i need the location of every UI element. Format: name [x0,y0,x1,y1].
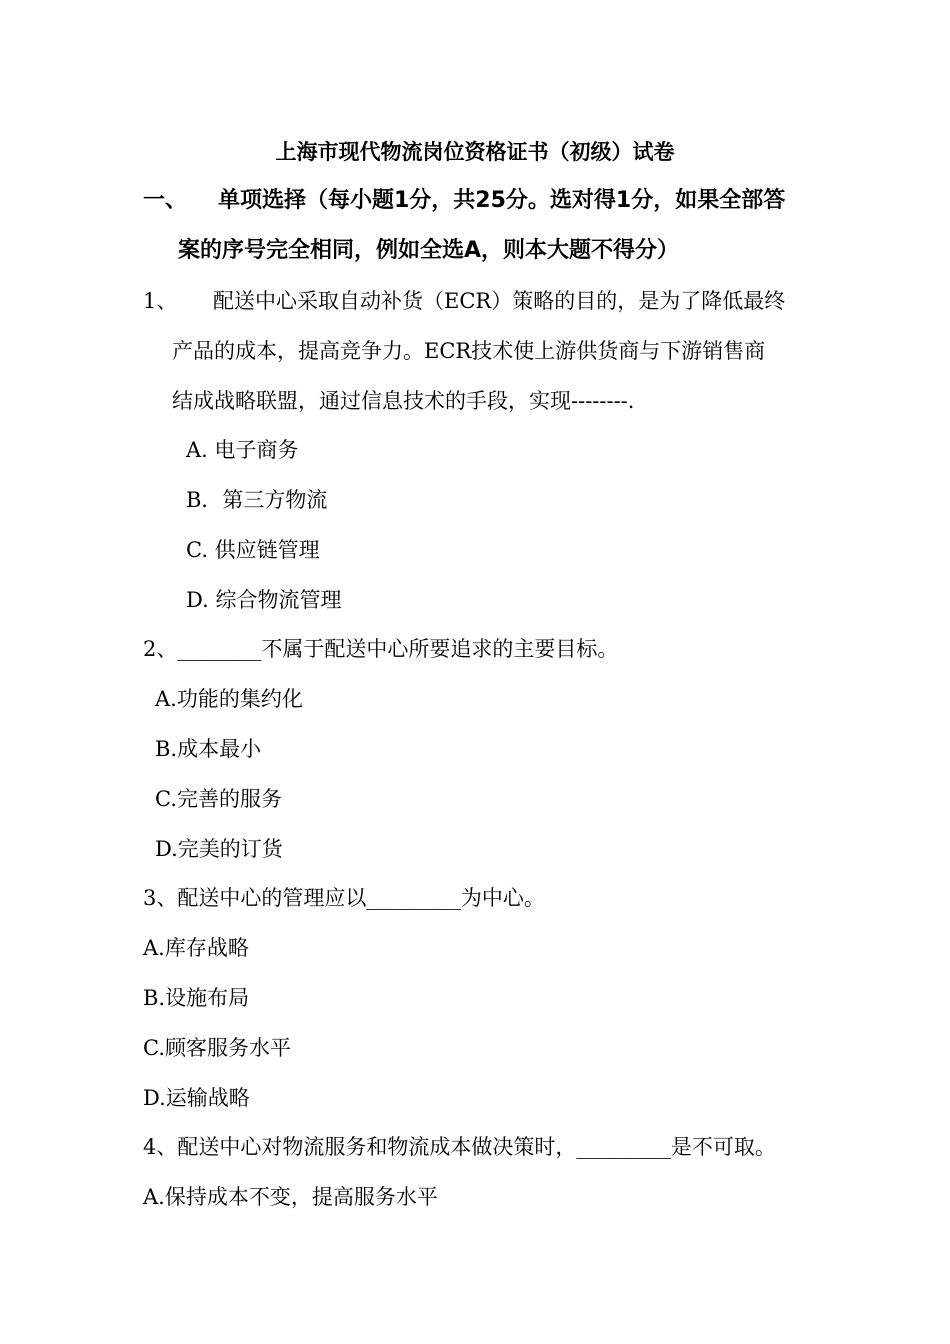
question-2-option-c: C.完善的服务 [155,787,282,811]
question-1-number: 1、 [143,289,178,313]
section-heading-line-1: 单项选择（每小题1分，共25分。选对得1分，如果全部答 [218,188,786,213]
question-1-option-a: A. 电子商务 [186,438,299,462]
question-2-option-a: A.功能的集约化 [155,687,303,711]
section-number: 一、 [143,188,188,213]
question-4-option-a: A.保持成本不变，提高服务水平 [143,1185,438,1209]
question-1-line-3: 结成战略联盟，通过信息技术的手段，实现--------. [172,389,635,413]
question-1-option-b: B．第三方物流 [186,488,328,512]
question-3-text: 3、配送中心的管理应以_________为中心。 [143,886,545,910]
question-4-text: 4、配送中心对物流服务和物流成本做决策时，_________是不可取。 [143,1135,776,1159]
question-1-line-1: 配送中心采取自动补货（ECR）策略的目的，是为了降低最终 [213,289,786,313]
question-2-option-d: D.完美的订货 [155,837,283,861]
question-2-text: 2、________不属于配送中心所要追求的主要目标。 [143,637,619,661]
question-1-option-d: D. 综合物流管理 [186,588,342,612]
question-1-line-2: 产品的成本，提高竞争力。ECR技术使上游供货商与下游销售商 [172,339,766,363]
question-3-option-d: D.运输战略 [143,1086,250,1110]
question-3-option-b: B.设施布局 [143,986,250,1010]
section-heading-line-2: 案的序号完全相同，例如全选A，则本大题不得分） [178,238,680,263]
page-title: 上海市现代物流岗位资格证书（初级）试卷 [275,140,675,164]
question-3-option-c: C.顾客服务水平 [143,1036,291,1060]
question-3-option-a: A.库存战略 [143,936,249,960]
question-1-option-c: C. 供应链管理 [186,538,320,562]
question-2-option-b: B.成本最小 [155,737,262,761]
